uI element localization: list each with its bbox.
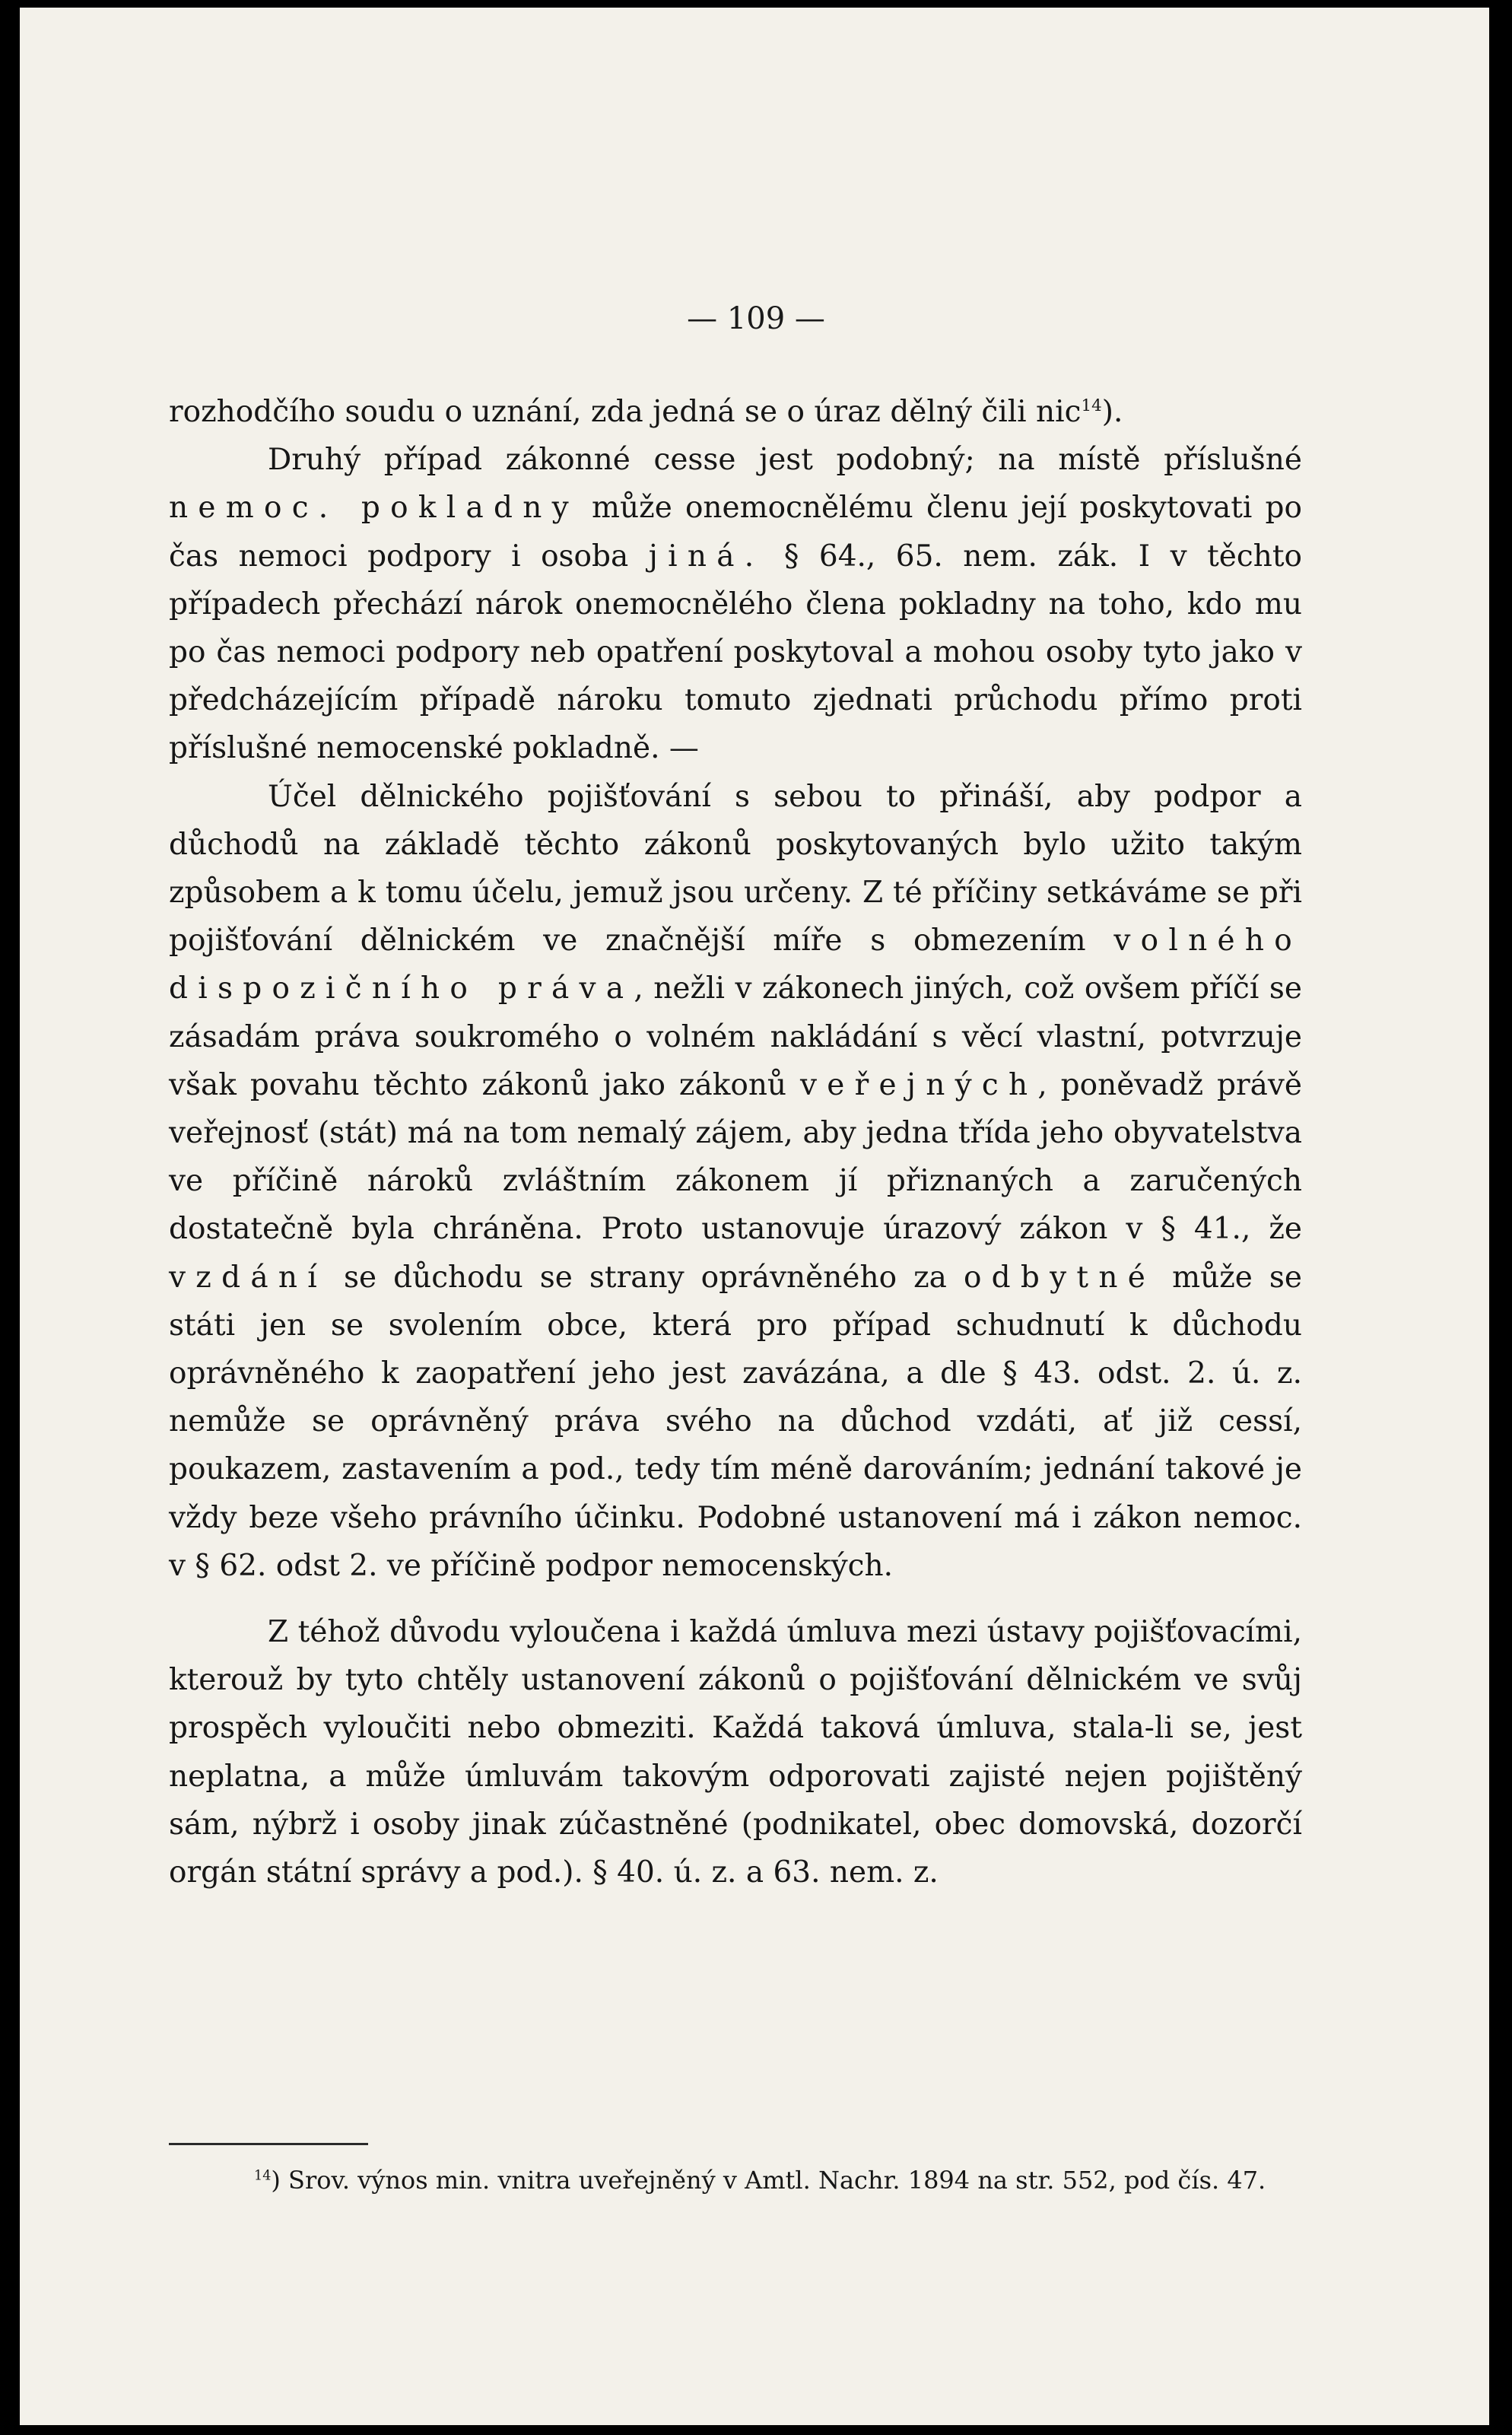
paragraph-4	[169, 1608, 1302, 1896]
paragraph-1-end: ).	[1101, 395, 1123, 429]
page-number: — 109 —	[687, 301, 825, 336]
paragraph-3-emphasis-b: veřejných	[799, 1067, 1038, 1102]
paragraph-3-text-e: může se státi jen se svolením obce, která pro případ schudnutí k důchodu oprávněného k zaopatření jeho jest zavázána, a dle § 43. odst. 2. ú. z. nemůže se oprávněný práva svého na důchod vzdáti, ať již cessí, poukazem, zastavením a pod., tedy tím méně darováním; jednání takové je vždy beze všeho právního účinku. Podobné ustanovení má i zákon nemoc. v § 62. odst 2. ve příčině podpor nemocenských.	[169, 1260, 1302, 1583]
paragraph-3-text-b: , nežli v zákonech jiných, což ovšem příčí se zásadám práva soukromého o volném nakládání s věcí vlastní, potvrzuje však povahu těchto zákonů jako zákonů	[169, 971, 1303, 1102]
paragraph-1	[169, 388, 1302, 436]
paragraph-3-emphasis-a: volného dispozičního práva	[169, 923, 1302, 1006]
paragraph-2	[169, 436, 1302, 772]
footnote-reference[interactable]: 14	[1081, 396, 1102, 416]
footnote	[169, 2160, 1302, 2200]
body-text	[169, 388, 1302, 1896]
paragraph-2-text-a: Druhý případ zákonné cesse jest podobný; na místě příslušné	[268, 443, 1302, 478]
paragraph-3-text-a: Účel dělnického pojišťování s sebou to přináší, aby podpor a důchodů na základě těchto zákonů poskytovaných bylo užito takým způsobem a k tomu účelu, jemuž jsou určeny. Z té příčiny setkáváme se při pojišťování dělnickém ve značnější míře s obmezením	[169, 779, 1302, 958]
paragraph-2-text-c: § 64., 65. nem. zák. I v těchto případech přechází nárok onemocnělého člena pokladny na toho, kdo mu po čas nemoci podpory neb opatření poskytoval a mohou osoby tyto jako v předcházejícím případě nároku tomuto zjednati průchodu přímo proti příslušné nemocenské pokladně. —	[169, 539, 1302, 766]
paragraph-2-emphasis-a: nemoc. pokladny	[169, 491, 579, 526]
paragraph-3	[169, 773, 1302, 1590]
paragraph-3-emphasis-d: odbytné	[963, 1260, 1156, 1295]
footnote-text: ) Srov. výnos min. vnitra uveřejněný v Amtl. Nachr. 1894 na str. 552, pod čís. 47.	[271, 2166, 1266, 2195]
paragraph-3-text-d: se důchodu se strany oprávněného za	[326, 1260, 964, 1295]
paragraph-1-text: rozhodčího soudu o uznání, zda jedná se o úraz dělný čili nic	[169, 395, 1082, 429]
paragraph-2-text-b: může onemocnělému členu její poskytovati po čas nemoci podpory i osoba	[169, 491, 1302, 574]
paragraph-4-text: Z téhož důvodu vyloučena i každá úmluva mezi ústavy pojišťovacími, kterouž by tyto chtěly ustanovení zákonů o pojišťování dělnickém ve svůj prospěch vyloučiti nebo obmeziti. Každá taková úmluva, stala-li se, jest neplatna, a může úmluvám takovým odporovati zajisté nejen pojištěný sám, nýbrž i osoby jinak zúčastněné (podnikatel, obec domovská, dozorčí orgán státní správy a pod.). § 40. ú. z. a 63. nem. z.	[169, 1615, 1302, 1890]
footnote-marker: 14	[254, 2168, 272, 2184]
paragraph-3-emphasis-c: vzdání	[169, 1260, 327, 1295]
paragraph-3-text-c: , poněvadž právě veřejnosť (stát) má na tom nemalý zájem, aby jedna třída jeho obyvatelstva ve příčině nároků zvláštním zákonem jí přiznaných a zaručených dostatečně byla chráněna. Proto ustanovuje úrazový zákon v § 41., že	[169, 1067, 1302, 1247]
paragraph-2-emphasis-b: jiná.	[648, 539, 764, 574]
footnote-divider	[169, 2143, 368, 2145]
